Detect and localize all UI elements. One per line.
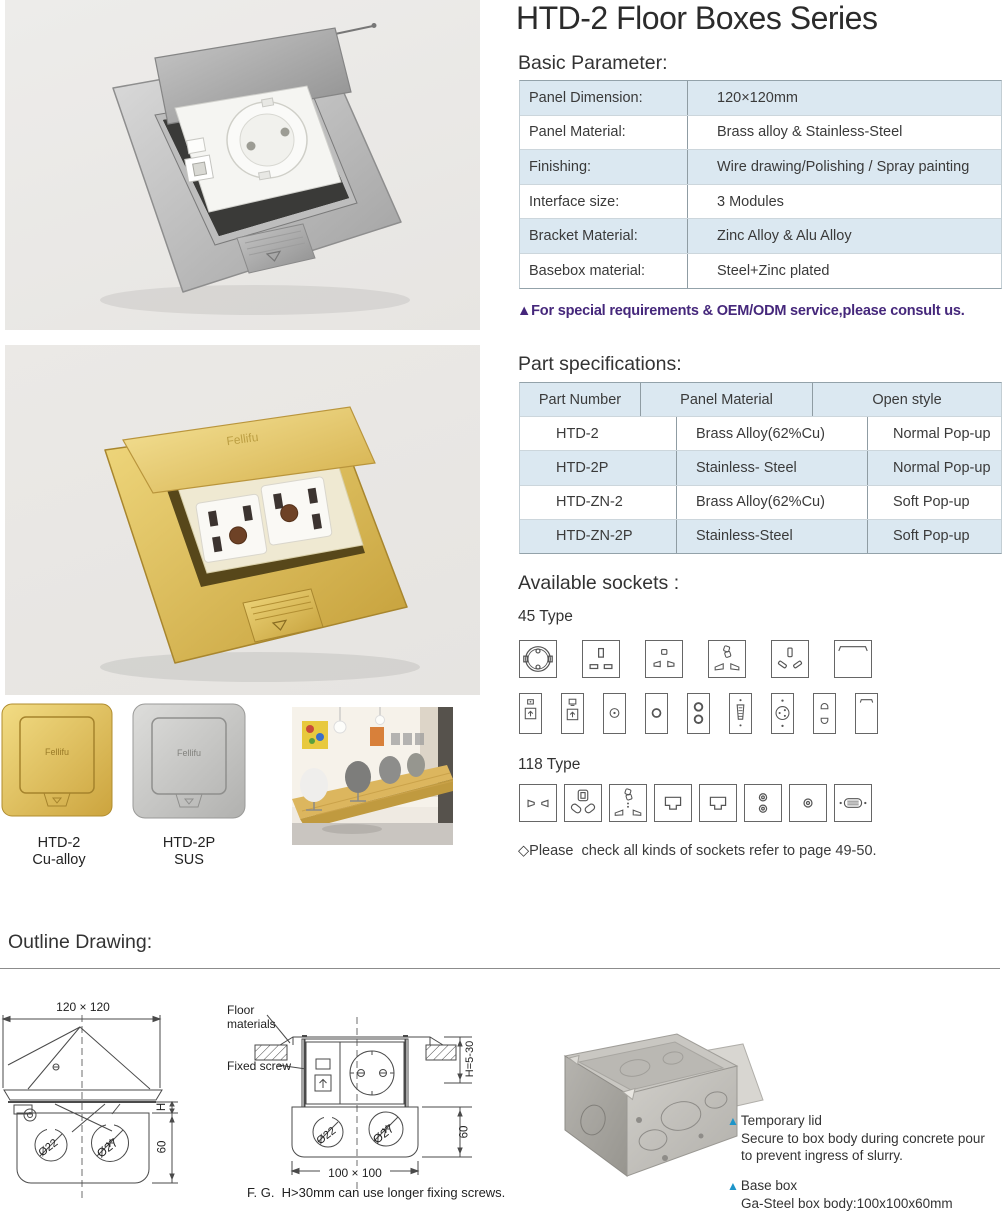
angled-3pin-icon: [564, 784, 602, 822]
rj45-jack-icon: [654, 784, 692, 822]
floor-materials-label: Floor materials: [227, 1003, 276, 1031]
blank-narrow-icon: [855, 693, 878, 734]
rj11-module-icon: [519, 693, 542, 734]
schuko-socket-icon: [519, 640, 557, 678]
table-row: HTD-ZN-2P Stainless-Steel Soft Pop-up: [520, 520, 1001, 553]
thumb-htd2-brass: [0, 700, 118, 832]
table-row: HTD-ZN-2 Brass Alloy(62%Cu) Soft Pop-up: [520, 486, 1001, 520]
118-type-icon-row: [519, 784, 879, 822]
prong-2-icon: [813, 693, 836, 734]
blank-plate-icon: [834, 640, 872, 678]
table-row: Panel Dimension: 120×120mm: [520, 81, 1001, 116]
hole-dia-27: Ø27: [94, 1135, 121, 1161]
rj45-jack2-icon: [699, 784, 737, 822]
table-row: Bracket Material: Zinc Alloy & Alu Alloy: [520, 219, 1001, 254]
basic-parameter-heading: Basic Parameter:: [518, 52, 668, 74]
page-title: HTD-2 Floor Boxes Series: [516, 0, 878, 36]
brand-logo: Fellifu: [225, 429, 260, 449]
divider: [0, 968, 1000, 969]
hole-dia-22: Ø22: [314, 1124, 339, 1148]
vga-vertical-icon: [729, 693, 752, 734]
universal-3pin-icon: [645, 640, 683, 678]
table-row: Basebox material: Steel+Zinc plated: [520, 254, 1001, 288]
photo-brass-popup-box: [5, 345, 480, 695]
fg-note: F. G. H>30mm can use longer fixing screws.: [247, 1185, 506, 1200]
table-row: Panel Material: Brass alloy & Stainless-Steel: [520, 116, 1001, 151]
coax-single-icon: [789, 784, 827, 822]
dim-120x120: 120 × 120: [56, 1000, 110, 1014]
triangle-marker-icon: ▲: [727, 1179, 739, 1193]
hole-dia-27: Ø27: [370, 1121, 397, 1147]
outline-drawing-section: [220, 993, 506, 1205]
table-row: Interface size: 3 Modules: [520, 185, 1001, 220]
uk-socket-icon: [582, 640, 620, 678]
annotation-base-box: ▲ Base box Ga-Steel box body:100x100x60mm: [727, 1178, 953, 1211]
audio-3pin-icon: [771, 693, 794, 734]
table-row: HTD-2P Stainless- Steel Normal Pop-up: [520, 451, 1001, 485]
dim-h-range: H=5-30: [464, 1040, 477, 1078]
45-type-icon-row-2: [519, 693, 897, 734]
brand-logo: Fellifu: [176, 748, 202, 758]
photo-base-box: [535, 1008, 750, 1203]
photo-steel-popup-box: [5, 0, 480, 330]
thumb-label-htd2p: HTD-2P SUS: [162, 835, 216, 868]
dim-60: 60: [458, 1125, 471, 1139]
fixed-screw-label: Fixed screw: [227, 1059, 292, 1073]
rca-double-icon: [687, 693, 710, 734]
dim-100x100: 100 × 100: [320, 1166, 390, 1180]
rca-double-sq-icon: [744, 784, 782, 822]
annotation-temporary-lid: ▲ Temporary lid Secure to box body during concrete pour to prevent ingress of slurry.: [727, 1113, 985, 1163]
special-requirements-note: ▲For special requirements & OEM/ODM service,please consult us.: [517, 303, 965, 319]
flat-2pin-icon: [519, 784, 557, 822]
annotation-list: [727, 1112, 1000, 1212]
vga-horizontal-icon: [834, 784, 872, 822]
rj45-module-icon: [561, 693, 584, 734]
hole-dia-22: Ø22: [36, 1136, 61, 1160]
tv-coax-icon: [603, 693, 626, 734]
outline-drawing-plan: [0, 993, 190, 1203]
outline-drawing-heading: Outline Drawing:: [8, 931, 153, 953]
dim-h: H: [156, 1102, 169, 1112]
sockets-note: ◇Please check all kinds of sockets refer to page 49-50.: [518, 843, 877, 859]
thumb-htd2p-steel: [128, 700, 250, 832]
45-type-label: 45 Type: [518, 608, 573, 625]
brand-logo: Fellifu: [44, 747, 70, 757]
universal-combo-icon: [609, 784, 647, 822]
dim-60: 60: [156, 1140, 169, 1154]
coax-icon: [645, 693, 668, 734]
cn-3pin-icon: [771, 640, 809, 678]
part-specifications-heading: Part specifications:: [518, 353, 682, 375]
thumb-interior-scene: [292, 707, 453, 845]
available-sockets-heading: Available sockets :: [518, 572, 680, 594]
table-row: Finishing: Wire drawing/Polishing / Spray painting: [520, 150, 1001, 185]
thumb-label-htd2: HTD-2 Cu-alloy: [32, 835, 86, 868]
universal-multi-icon: [708, 640, 746, 678]
part-specifications-table: [519, 382, 1002, 554]
45-type-icon-row-1: [519, 640, 897, 678]
triangle-marker-icon: ▲: [727, 1114, 739, 1128]
table-row: HTD-2 Brass Alloy(62%Cu) Normal Pop-up: [520, 417, 1001, 451]
basic-parameter-table: [519, 80, 1002, 289]
118-type-label: 118 Type: [518, 756, 581, 773]
table-header-row: Part Number Panel Material Open style: [520, 383, 1001, 417]
